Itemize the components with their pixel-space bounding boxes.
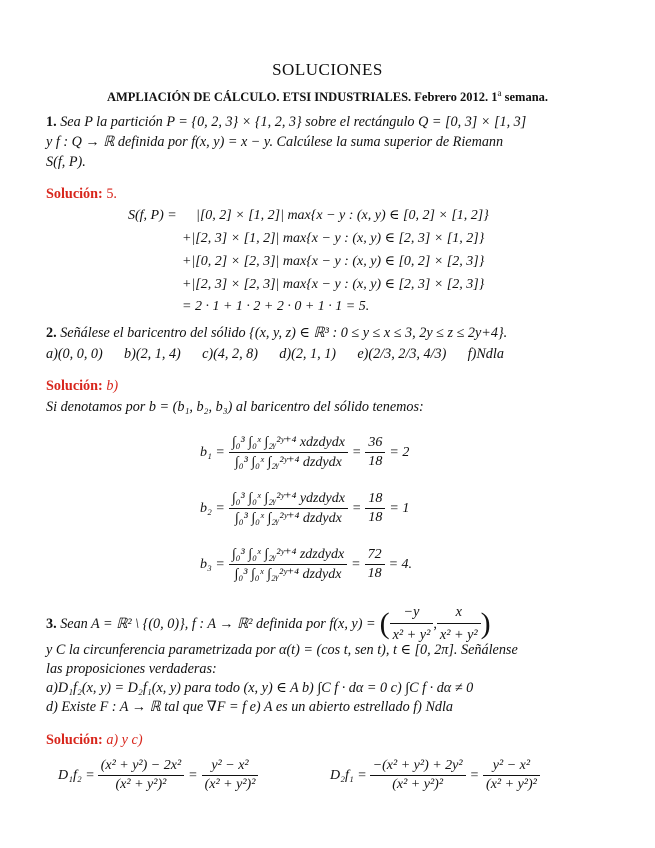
b2-value-fraction <box>365 491 385 526</box>
b3-numerator: ∫₀³ ∫₀ˣ ∫₂ᵧ²ʸ⁺⁴ zdzdydx <box>229 546 347 565</box>
right-paren: ) <box>480 606 491 640</box>
solution-3-label: Solución: <box>46 732 103 748</box>
question-1-line-2: y f : Q → ℝ definida por f(x, y) = x − y. Calcúlese la suma superior de Riemann <box>46 134 504 150</box>
week-superscript: a <box>497 88 502 98</box>
d1f2-simplified-numerator: y² − x² <box>202 758 259 776</box>
d1f2-fraction <box>98 758 184 793</box>
f1-denominator: x² + y² <box>392 627 431 643</box>
week-text: semana. <box>504 90 549 105</box>
question-3-line-1 <box>46 602 491 645</box>
b1-lhs: b₁ = <box>200 444 225 460</box>
b1-value-denominator: 18 <box>368 454 383 469</box>
question-2-number: 2. <box>46 325 57 341</box>
d2f1-fraction <box>370 758 466 793</box>
b2-value-denominator: 18 <box>368 510 383 525</box>
d1f2-lhs: D₁f₂ = <box>58 767 95 783</box>
b3-denominator: ∫₀³ ∫₀ˣ ∫₂ᵧ²ʸ⁺⁴ dzdydx <box>234 567 342 582</box>
derivative-d1f2 <box>58 758 258 793</box>
b1-integral-fraction <box>229 434 348 471</box>
barycenter-b3 <box>200 546 412 583</box>
b2-numerator: ∫₀³ ∫₀ˣ ∫₂ᵧ²ʸ⁺⁴ ydzdydx <box>229 490 348 509</box>
b1-value-fraction <box>365 435 385 470</box>
d2f1-lhs: D₂f₁ = <box>330 767 367 783</box>
question-3-number: 3. <box>46 615 57 632</box>
riemann-sum-line-4: +|[2, 3] × [2, 3]| max{x − y : (x, y) ∈ [2, 3] × [2, 3]} <box>182 277 485 292</box>
d2f1-simplified-numerator: y² − x² <box>483 758 540 776</box>
question-2 <box>46 323 507 343</box>
b2-denominator: ∫₀³ ∫₀ˣ ∫₂ᵧ²ʸ⁺⁴ dzdydx <box>234 511 342 526</box>
b1-value-numerator: 36 <box>365 435 385 453</box>
week-number: 1 <box>491 90 498 105</box>
b3-lhs: b₃ = <box>200 556 225 572</box>
b1-denominator: ∫₀³ ∫₀ˣ ∫₂ᵧ²ʸ⁺⁴ dzdydx <box>234 455 342 470</box>
b3-result: = 4. <box>388 556 413 572</box>
option-c: c)(4, 2, 8) <box>202 346 259 362</box>
question-3-definition: Sean A = ℝ² \ {(0, 0)}, f : A → ℝ² definida por f(x, y) = <box>60 615 376 632</box>
question-3-line-3: las proposiciones verdaderas: <box>46 661 217 677</box>
riemann-sum-lhs: S(f, P) = <box>128 208 177 223</box>
solution-2-value: b) <box>106 378 119 394</box>
b3-value-fraction <box>365 547 385 582</box>
solution-1-heading <box>46 184 117 204</box>
option-e: e)(2/3, 2/3, 4/3) <box>357 346 447 362</box>
derivative-d2f1 <box>330 758 540 793</box>
riemann-sum-result: = 2 · 1 + 1 · 2 + 2 · 0 + 1 · 1 = 5. <box>182 299 370 314</box>
solution-2-label: Solución: <box>46 378 103 394</box>
b1-equals: = <box>351 444 362 460</box>
f2-denominator: x² + y² <box>439 627 478 643</box>
d1f2-simplified <box>202 758 259 793</box>
question-3-line-2: y C la circunferencia parametrizada por α(t) = (cos t, sen t), t ∈ [0, 2π]. Señálense <box>46 642 518 658</box>
option-a: a)(0, 0, 0) <box>46 346 103 362</box>
d1f2-denominator: (x² + y²)² <box>115 777 167 792</box>
f-component-2 <box>437 602 481 645</box>
d1f2-equals: = <box>188 767 198 783</box>
subtitle-text: AMPLIACIÓN DE CÁLCULO. ETSI INDUSTRIALES. Febrero 2012. <box>106 90 489 105</box>
option-f: f)Ndla <box>467 346 504 362</box>
b2-result: = 1 <box>389 500 410 516</box>
question-1-line-1: Sea P la partición P = {0, 2, 3} × {1, 2, 3} sobre el rectángulo Q = [0, 3] × [1, 3] <box>60 114 527 130</box>
exam-subtitle <box>0 88 655 105</box>
solution-1-label: Solución: <box>46 186 103 202</box>
solution-2-heading <box>46 376 118 396</box>
d1f2-numerator: (x² + y²) − 2x² <box>98 758 184 776</box>
question-1 <box>46 112 526 172</box>
d2f1-simplified <box>483 758 540 793</box>
option-d: d)(2, 1, 1) <box>279 346 337 362</box>
comma: , <box>433 615 437 632</box>
d2f1-equals: = <box>469 767 480 783</box>
b3-equals: = <box>351 556 361 572</box>
d1f2-simplified-denominator: (x² + y²)² <box>204 777 256 792</box>
question-3-line-4: a)D₁f₂(x, y) = D₂f₁(x, y) para todo (x, y) ∈ A b) ∫C f · dα = 0 c) ∫C f · dα ≠ 0 <box>46 680 474 696</box>
f1-numerator: −y <box>390 602 434 624</box>
b2-lhs: b₂ = <box>200 500 225 516</box>
question-1-number: 1. <box>46 114 57 130</box>
page-title: SOLUCIONES <box>272 60 383 79</box>
option-b: b)(2, 1, 4) <box>124 346 181 362</box>
solution-3-value: a) y c) <box>106 732 143 748</box>
d2f1-denominator: (x² + y²)² <box>392 777 444 792</box>
b3-value-denominator: 18 <box>367 566 382 581</box>
f2-numerator: x <box>437 602 481 624</box>
b3-value-numerator: 72 <box>365 547 385 565</box>
b1-result: = 2 <box>389 444 410 460</box>
barycenter-b2 <box>200 490 409 527</box>
d2f1-simplified-denominator: (x² + y²)² <box>486 777 537 792</box>
riemann-sum-line-1: |[0, 2] × [1, 2]| max{x − y : (x, y) ∈ [0, 2] × [1, 2]} <box>196 208 489 223</box>
riemann-sum-line-3: +|[0, 2] × [2, 3]| max{x − y : (x, y) ∈ [0, 2] × [2, 3]} <box>182 254 485 269</box>
question-1-line-3: S(f, P). <box>46 154 86 170</box>
b1-numerator: ∫₀³ ∫₀ˣ ∫₂ᵧ²ʸ⁺⁴ xdzdydx <box>229 434 348 453</box>
b2-value-numerator: 18 <box>365 491 385 509</box>
left-paren: ( <box>379 606 390 640</box>
d2f1-numerator: −(x² + y²) + 2y² <box>370 758 466 776</box>
solution-2-intro: Si denotamos por b = (b₁, b₂, b₃) al baricentro del sólido tenemos: <box>46 399 424 415</box>
riemann-sum-line-2: +|[2, 3] × [1, 2]| max{x − y : (x, y) ∈ [2, 3] × [1, 2]} <box>182 231 485 246</box>
solution-3-heading <box>46 730 143 750</box>
question-2-options <box>46 344 504 364</box>
b3-integral-fraction <box>229 546 347 583</box>
f-component-1 <box>390 602 434 645</box>
solution-1-value: 5. <box>106 186 117 202</box>
b2-equals: = <box>351 500 362 516</box>
barycenter-b1 <box>200 434 409 471</box>
question-2-line-1: Señálese el baricentro del sólido {(x, y, z) ∈ ℝ³ : 0 ≤ y ≤ x ≤ 3, 2y ≤ z ≤ 2y+4}. <box>60 325 508 341</box>
question-3-line-5: d) Existe F : A → ℝ tal que ∇F = f e) A es un abierto estrellado f) Ndla <box>46 699 454 715</box>
b2-integral-fraction <box>229 490 348 527</box>
